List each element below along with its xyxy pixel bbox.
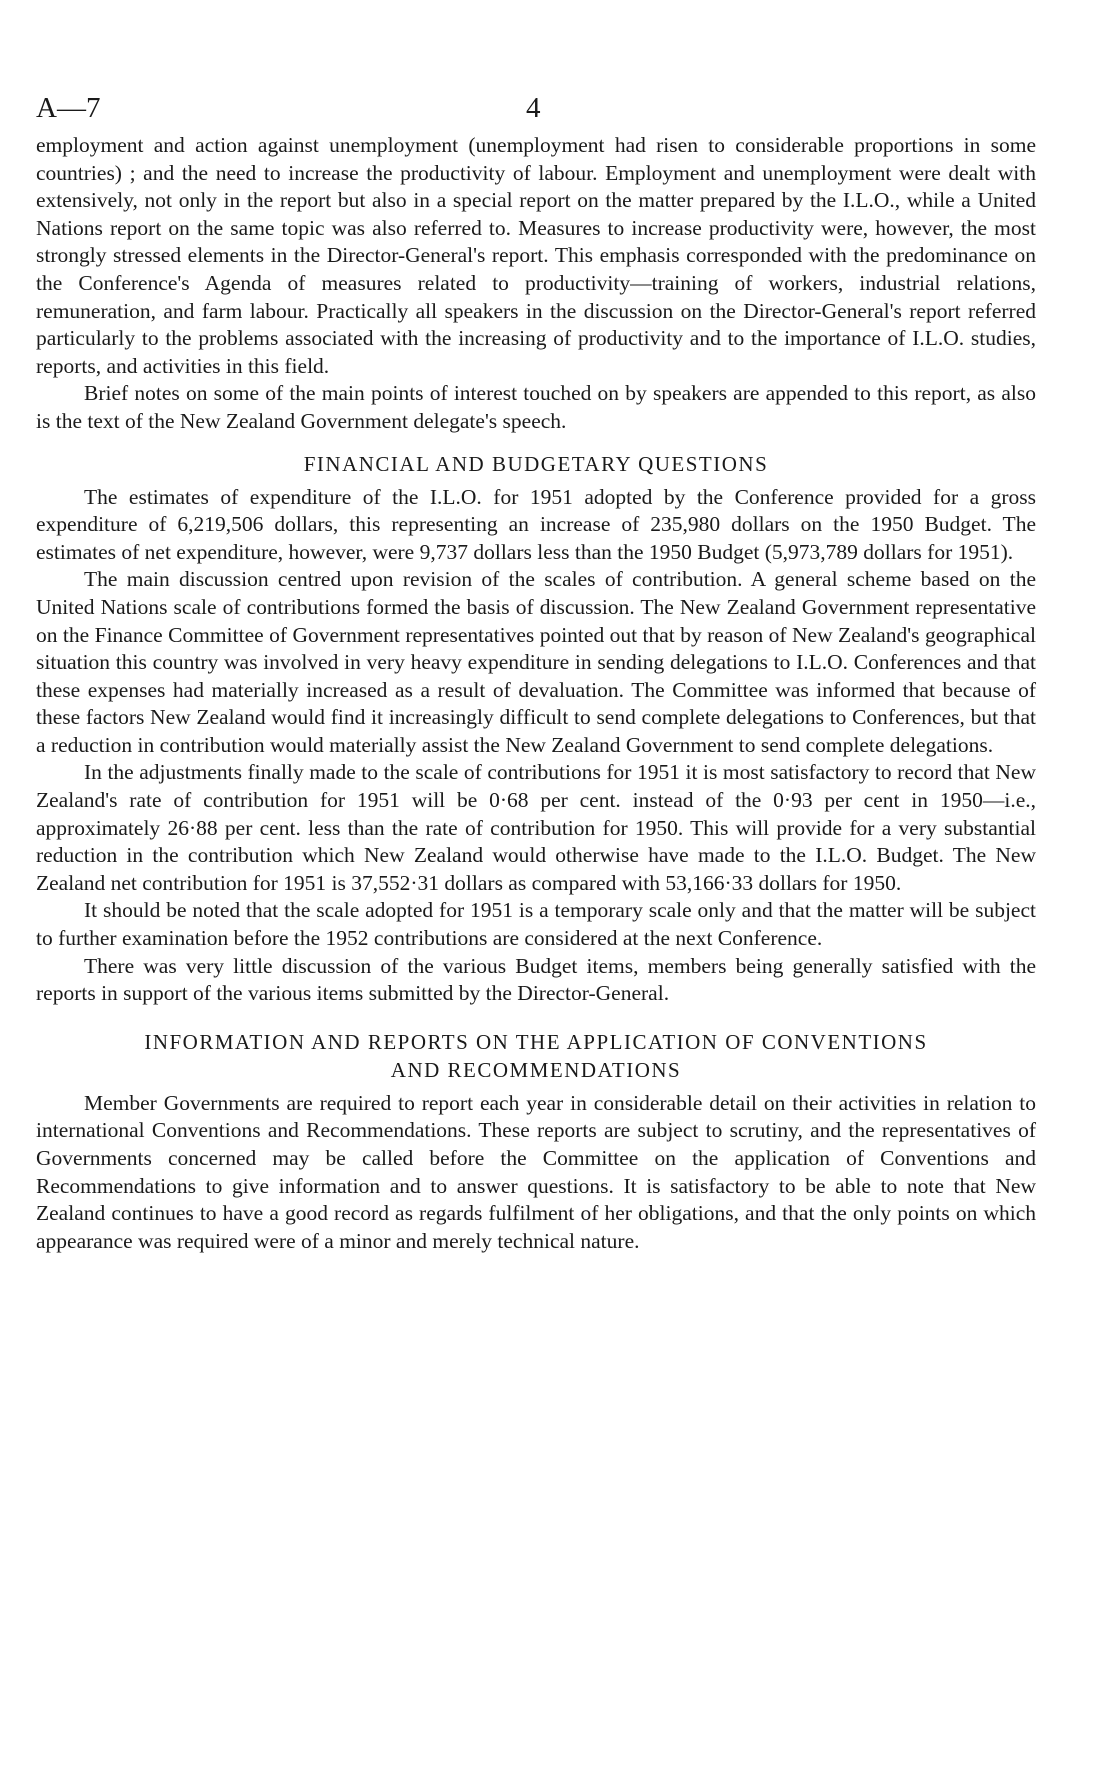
financial-paragraph: There was very little discussion of the various Budget items, members being generally satisfied with the reports in support of the various items submitted by the Director-General. bbox=[36, 953, 1036, 1006]
document-code: A—7 bbox=[36, 92, 101, 124]
intro-section bbox=[36, 132, 1036, 436]
section-heading-information bbox=[36, 1028, 1036, 1084]
financial-paragraph: In the adjustments finally made to the scale of contributions for 1951 it is most satisfactory to record that New Zealand's rate of contribution for 1951 will be 0·68 per cent. instead of the 0·93 per cent in 1950—i.e., approximately 26·88 per cent. less than the rate of contribution for 1950. This will provide for a very substantial reduction in the contribution which New Zealand would otherwise have made to the I.L.O. Budget. The New Zealand net contribution for 1951 is 37,552·31 dollars as compared with 53,166·33 dollars for 1950. bbox=[36, 760, 1036, 895]
heading-line: AND RECOMMENDATIONS bbox=[390, 1057, 682, 1082]
information-section bbox=[36, 1028, 1036, 1256]
page-header bbox=[36, 92, 1036, 132]
intro-paragraph: employment and action against unemployment (unemployment had risen to considerable proportions in some countries) ; and the need to increase the productivity of labour. Employment and unemployment were dealt with extensively, not only in the report but also in a special report on the matter prepared by the I.L.O., while a United Nations report on the same topic was also referred to. Measures to increase productivity were, however, the most strongly stressed elements in the Director-General's report. This emphasis corresponded with the predominance on the Conference's Agenda of measures related to productivity—training of workers, industrial relations, remuneration, and farm labour. Practically all speakers in the discussion on the Director-General's report referred particularly to the problems associated with the increasing of productivity and to the importance of I.L.O. studies, reports, and activities in this field. bbox=[36, 133, 1036, 378]
financial-paragraph: The estimates of expenditure of the I.L.O. for 1951 adopted by the Conference provided for a gross expenditure of 6,219,506 dollars, this representing an increase of 235,980 dollars on the 1950 Budget. The estimates of net expenditure, however, were 9,737 dollars less than the 1950 Budget (5,973,789 dollars for 1951). bbox=[36, 484, 1036, 564]
document-page bbox=[36, 92, 1036, 1255]
heading-line: INFORMATION AND REPORTS ON THE APPLICATION OF CONVENTIONS bbox=[144, 1029, 928, 1054]
financial-section bbox=[36, 450, 1036, 1008]
intro-paragraph: Brief notes on some of the main points of interest touched on by speakers are appended to this report, as also is the text of the New Zealand Government delegate's speech. bbox=[36, 381, 1036, 433]
financial-paragraph: It should be noted that the scale adopted for 1951 is a temporary scale only and that the matter will be subject to further examination before the 1952 contributions are considered at the next Conference. bbox=[36, 898, 1036, 951]
financial-paragraph: The main discussion centred upon revision of the scales of contribution. A general scheme based on the United Nations scale of contributions formed the basis of discussion. The New Zealand Government representative on the Finance Committee of Government representatives pointed out that by reason of New Zealand's geographical situation this country was involved in very heavy expenditure in sending delegations to I.L.O. Conferences and that these expenses had materially increased as a result of devaluation. The Committee was informed that because of these factors New Zealand would find it increasingly difficult to send complete delegations to Conferences, but that a reduction in contribution would materially assist the New Zealand Government to send complete delegations. bbox=[36, 567, 1036, 757]
page-number: 4 bbox=[526, 92, 541, 124]
information-paragraph: Member Governments are required to report each year in considerable detail on their activities in relation to international Conventions and Recommendations. These reports are subject to scrutiny, and the representatives of Governments concerned may be called before the Committee on the application of Conventions and Recommendations to give information and to answer questions. It is satisfactory to be able to note that New Zealand continues to have a good record as regards fulfilment of her obligations, and that the only points on which appearance was required were of a minor and merely technical nature. bbox=[36, 1090, 1036, 1253]
section-heading-financial: FINANCIAL AND BUDGETARY QUESTIONS bbox=[303, 451, 769, 476]
